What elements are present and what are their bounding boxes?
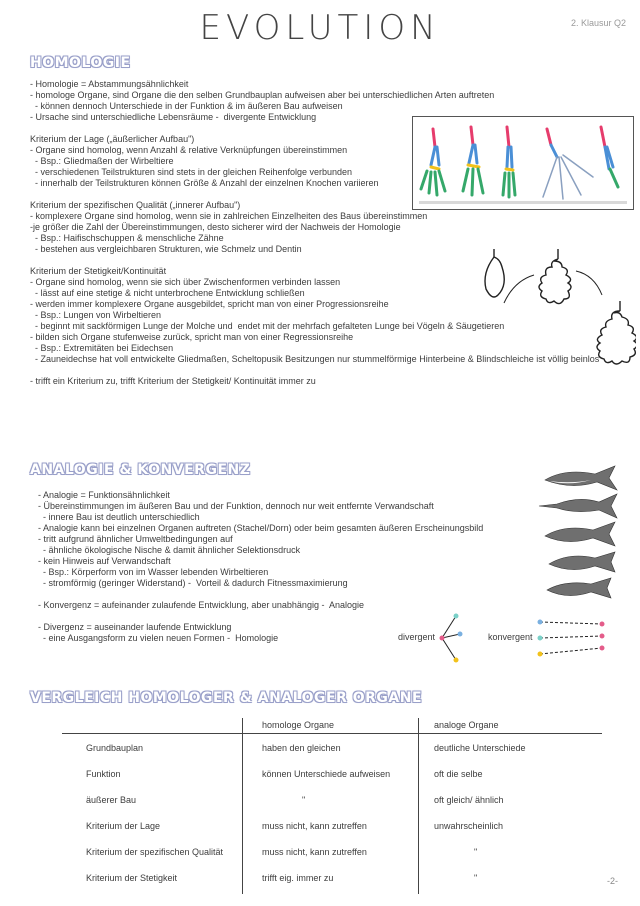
homologie-line: - Ursache sind unterschiedliche Lebensräume - divergente Entwicklung bbox=[30, 112, 317, 122]
table-header-rule bbox=[62, 733, 602, 734]
analogie-line: - Bsp.: Körperform von im Wasser lebenden Wirbeltieren bbox=[38, 567, 269, 577]
row-label: Kriterium der Lage bbox=[86, 821, 161, 831]
analogie-line: - eine Ausgangsform zu vielen neuen Formen - Homologie bbox=[38, 633, 279, 643]
analogie-line bbox=[38, 589, 483, 600]
analogie-line: - stromförmig (geringer Widerstand) - Vorteil & dadurch Fitnessmaximierung bbox=[38, 578, 348, 588]
row-analog: " bbox=[474, 873, 478, 883]
row-label: Kriterium der Stetigkeit bbox=[86, 873, 178, 883]
heading-homologie: HOMOLOGIE bbox=[30, 55, 131, 71]
col-header-analog: analoge Organe bbox=[434, 720, 499, 730]
homologie-line: - Bsp.: Gliedmaßen der Wirbeltiere bbox=[30, 156, 174, 166]
row-analog: " bbox=[474, 847, 478, 857]
homologie-line: - können dennoch Unterschiede in der Funktion & im äußeren Bau aufweisen bbox=[30, 101, 343, 111]
homologie-line: - trifft ein Kriterium zu, trifft Kriterium der Stetigkeit/ Kontinuität immer zu bbox=[30, 376, 316, 386]
homologie-line: Kriterium der Stetigkeit/Kontinuität bbox=[30, 266, 167, 276]
heading-vergleich: VERGLEICH HOMOLOGER & ANALOGER ORGANE bbox=[30, 690, 423, 706]
row-analog: oft gleich/ ähnlich bbox=[434, 795, 504, 805]
row-label: äußerer Bau bbox=[86, 795, 137, 805]
row-homolog: " bbox=[302, 795, 306, 805]
aquatic-animals-icon bbox=[535, 460, 630, 605]
row-homolog: haben den gleichen bbox=[262, 743, 341, 753]
analogie-line: - tritt aufgrund ähnlicher Umweltbedingungen auf bbox=[38, 534, 233, 544]
limb-bones-figure bbox=[412, 116, 634, 210]
analogie-line: - Analogie = Funktionsähnlichkeit bbox=[38, 490, 170, 500]
homologie-line: - bilden sich Organe stufenweise zurück, spricht man von einer Regressionsreihe bbox=[30, 332, 354, 342]
lung-icon bbox=[476, 245, 636, 385]
heading-analogie: ANALOGIE & KONVERGENZ bbox=[30, 462, 251, 478]
analogie-line: - ähnliche ökologische Nische & damit ähnlicher Selektionsdruck bbox=[38, 545, 301, 555]
homologie-line: - Bsp.: Extremitäten bei Eidechsen bbox=[30, 343, 174, 353]
analogie-line: - innere Bau ist deutlich unterschiedlich bbox=[38, 512, 200, 522]
analogie-line: - kein Hinweis auf Verwandschaft bbox=[38, 556, 171, 566]
course-label: 2. Klausur Q2 bbox=[570, 18, 626, 28]
row-homolog: trifft eig. immer zu bbox=[262, 873, 334, 883]
lung-progression-figure bbox=[476, 245, 636, 385]
homologie-line: - innerhalb der Teilstrukturen können Größe & Anzahl der einzelnen Knochen variieren bbox=[30, 178, 379, 188]
table-rule-2 bbox=[418, 718, 419, 894]
label-divergent: divergent bbox=[398, 632, 436, 642]
homologie-line: - verschiedenen Teilstrukturen sind stets in der gleichen Reihenfolge verbunden bbox=[30, 167, 353, 177]
row-homolog: muss nicht, kann zutreffen bbox=[262, 847, 367, 857]
homologie-line: - Organe sind homolog, wenn sie sich über Zwischenformen verbinden lassen bbox=[30, 277, 341, 287]
homologie-line: -je größer die Zahl der Übereinstimmungen, desto sicherer wird der Nachweis der Homologie bbox=[30, 222, 401, 232]
homologie-line: - werden immer komplexere Organe ausgebildet, spricht man von einer Progressionsreihe bbox=[30, 299, 389, 309]
limb-bones-icon bbox=[413, 117, 633, 209]
analogie-line bbox=[38, 611, 483, 622]
label-konvergent: konvergent bbox=[488, 632, 533, 642]
homologie-line: - homologe Organe, sind Organe die den selben Grundbauplan aufweisen aber bei unterschiedlichen Arten auftreten bbox=[30, 90, 495, 100]
homologie-line: - beginnt mit sackförmigen Lunge der Molche und endet mit der mehrfach gefalteten Lunge bei Vögeln & Säugetieren bbox=[30, 321, 505, 331]
row-analog: deutliche Unterschiede bbox=[434, 743, 526, 753]
homologie-line: - komplexere Organe sind homolog, wenn sie in zahlreichen Einzelheiten des Baus übereinstimmen bbox=[30, 211, 428, 221]
page-title: EVOLUTION bbox=[199, 8, 441, 48]
homologie-line: - bestehen aus vergleichbaren Strukturen, wie Schmelz und Dentin bbox=[30, 244, 302, 254]
row-homolog: muss nicht, kann zutreffen bbox=[262, 821, 367, 831]
divergence-convergence-diagram bbox=[430, 608, 630, 670]
col-header-homolog: homologe Organe bbox=[262, 720, 335, 730]
homologie-line: Kriterium der Lage („äußerlicher Aufbau") bbox=[30, 134, 195, 144]
row-label: Grundbauplan bbox=[86, 743, 144, 753]
homologie-line: - Organe sind homolog, wenn Anzahl & relative Verknüpfungen übereinstimmen bbox=[30, 145, 348, 155]
row-homolog: können Unterschiede aufweisen bbox=[262, 769, 391, 779]
homologie-line: - Bsp.: Haifischschuppen & menschliche Zähne bbox=[30, 233, 224, 243]
table-rule-1 bbox=[242, 718, 243, 894]
page-number: -2- bbox=[607, 876, 618, 886]
analogie-line: - Übereinstimmungen im äußeren Bau und der Funktion, dennoch nur weit entfernte Verwandschaft bbox=[38, 501, 434, 511]
analogie-line: - Divergenz = auseinander laufende Entwicklung bbox=[38, 622, 232, 632]
row-label: Funktion bbox=[86, 769, 121, 779]
aquatic-animals-figure bbox=[535, 460, 630, 605]
homologie-line: - lässt auf eine stetige & nicht unterbrochene Entwicklung schließen bbox=[30, 288, 305, 298]
row-analog: oft die selbe bbox=[434, 769, 483, 779]
homologie-line: - Homologie = Abstammungsähnlichkeit bbox=[30, 79, 189, 89]
analogie-text bbox=[38, 490, 483, 644]
row-label: Kriterium der spezifischen Qualität bbox=[86, 847, 224, 857]
homologie-line: - Bsp.: Lungen von Wirbeltieren bbox=[30, 310, 162, 320]
row-analog: unwahrscheinlich bbox=[434, 821, 504, 831]
homologie-line: Kriterium der spezifischen Qualität („innerer Aufbau") bbox=[30, 200, 241, 210]
homologie-line: - Zauneidechse hat voll entwickelte Gliedmaßen, Scheltopusik Besitzungen nur stummelförmige Hinterbeine & Blindschleiche ist völlig beinlos bbox=[30, 354, 600, 364]
analogie-line: - Analogie kann bei einzelnen Organen auftreten (Stachel/Dorn) oder beim gesamten äußeren Erscheinungsbild bbox=[38, 523, 484, 533]
analogie-line: - Konvergenz = aufeinander zulaufende Entwicklung, aber unabhängig - Analogie bbox=[38, 600, 364, 610]
